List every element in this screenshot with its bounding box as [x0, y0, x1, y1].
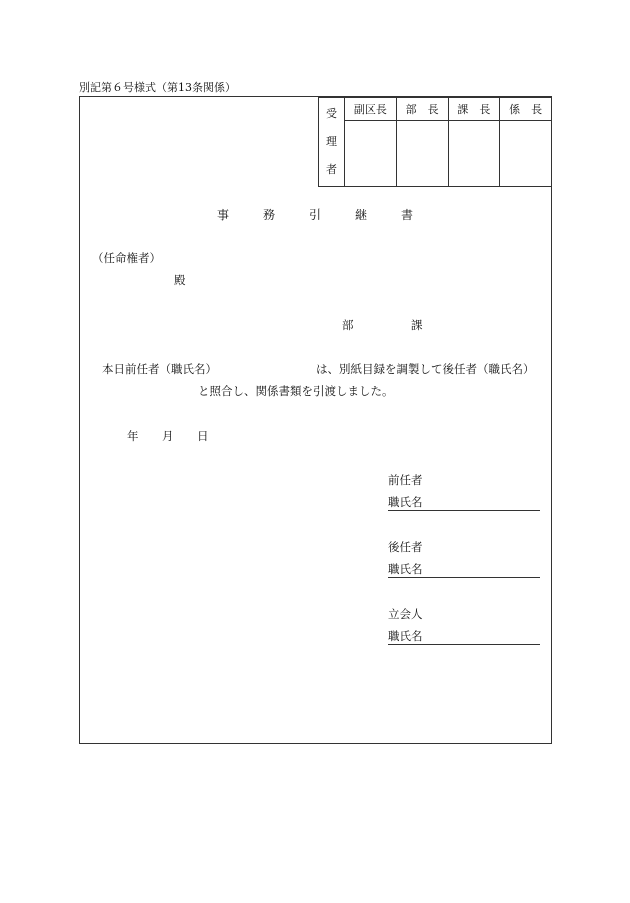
- stamp-slot-deputy-mayor[interactable]: [345, 121, 397, 187]
- receiver-char: 者: [326, 163, 337, 176]
- signature-label-witness: 職氏名: [388, 629, 423, 643]
- signature-label-predecessor: 職氏名: [388, 495, 423, 509]
- stamp-header-department-head: 部 長: [396, 98, 448, 121]
- date-day: 日: [197, 429, 209, 443]
- stamp-slot-subsection-head[interactable]: [500, 121, 552, 187]
- statement-handover: と照合し、関係書類を引渡しました。: [198, 384, 394, 398]
- addressee-honorific: 殿: [174, 273, 186, 287]
- title-char: 務: [262, 208, 275, 222]
- title-char: 引: [308, 208, 321, 222]
- stamp-header-deputy-mayor: 副区長: [345, 98, 397, 121]
- title-char: 継: [355, 208, 368, 222]
- stamp-slot-department-head[interactable]: [396, 121, 448, 187]
- signature-line-successor[interactable]: [388, 577, 540, 578]
- date-month: 月: [162, 429, 174, 443]
- statement-successor: は、別紙目録を調製して後任者（職氏名）: [316, 362, 535, 376]
- approval-stamp-box: [318, 97, 552, 187]
- signature-role-predecessor: 前任者: [388, 473, 423, 487]
- department-ka: 課: [411, 318, 423, 332]
- signature-line-witness[interactable]: [388, 644, 540, 645]
- title-char: 事: [216, 208, 229, 222]
- receiver-char: 受: [326, 107, 337, 120]
- document-title: [0, 209, 630, 221]
- department-bu: 部: [342, 318, 354, 332]
- statement-predecessor: 本日前任者（職氏名）: [102, 362, 217, 376]
- signature-line-predecessor[interactable]: [388, 510, 540, 511]
- title-char: 書: [401, 208, 414, 222]
- date-year: 年: [127, 429, 139, 443]
- signature-role-successor: 後任者: [388, 540, 423, 554]
- signature-label-successor: 職氏名: [388, 562, 423, 576]
- addressee-label: （任命権者）: [92, 251, 161, 265]
- receiver-char: 理: [326, 135, 337, 148]
- signature-role-witness: 立会人: [388, 607, 423, 621]
- stamp-slot-section-head[interactable]: [448, 121, 500, 187]
- form-number-label: 別記第６号様式（第13条関係）: [79, 81, 236, 94]
- receiver-cell: [319, 98, 345, 187]
- document-frame: [79, 96, 552, 744]
- stamp-header-subsection-head: 係 長: [500, 98, 552, 121]
- stamp-header-section-head: 課 長: [448, 98, 500, 121]
